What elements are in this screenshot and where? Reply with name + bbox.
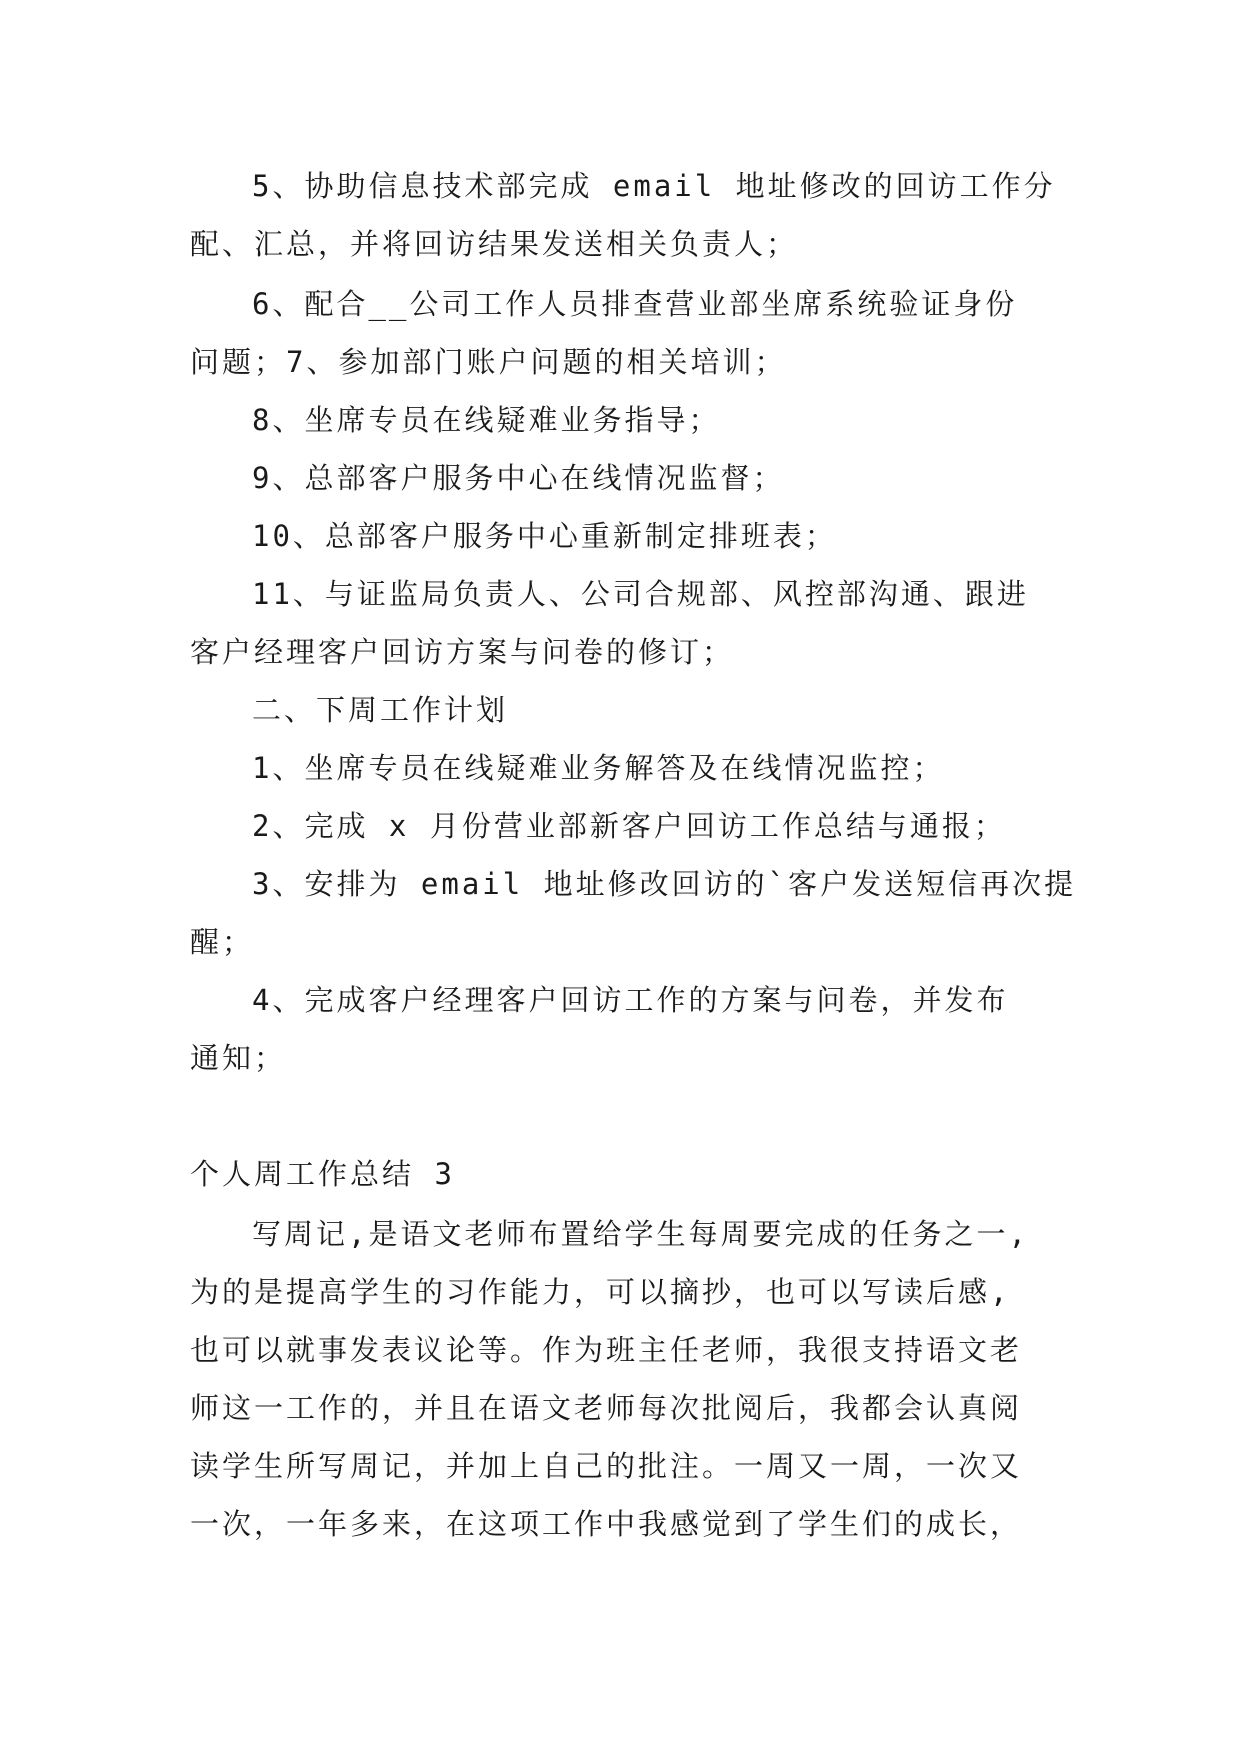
paragraph-line: 9、总部客户服务中心在线情况监督；: [252, 461, 785, 495]
paragraph-line: 写周记,是语文老师布置给学生每周要完成的任务之一,: [252, 1217, 1029, 1251]
paragraph-line: 3、安排为 email 地址修改回访的`客户发送短信再次提: [252, 867, 1077, 901]
paragraph-line: 通知；: [190, 1041, 287, 1075]
section-heading: 二、下周工作计划: [252, 693, 509, 727]
paragraph-line: 4、完成客户经理客户回访工作的方案与问卷，并发布: [252, 983, 1009, 1017]
paragraph-line: 5、协助信息技术部完成 email 地址修改的回访工作分: [252, 169, 1056, 203]
paragraph-line: 10、总部客户服务中心重新制定排班表；: [252, 519, 837, 553]
paragraph-line: 读学生所写周记，并加上自己的批注。一周又一周，一次又: [190, 1449, 1023, 1483]
paragraph-line: 也可以就事发表议论等。作为班主任老师，我很支持语文老: [190, 1333, 1023, 1367]
paragraph-line: 客户经理客户回访方案与问卷的修订；: [190, 635, 735, 669]
paragraph-line: 问题；7、参加部门账户问题的相关培训；: [190, 345, 787, 379]
paragraph-line: 为的是提高学生的习作能力，可以摘抄，也可以写读后感,: [190, 1275, 1011, 1309]
paragraph-line: 6、配合__公司工作人员排查营业部坐席系统验证身份: [252, 287, 1018, 321]
paragraph-line: 1、坐席专员在线疑难业务解答及在线情况监控；: [252, 751, 945, 785]
paragraph-line: 配、汇总，并将回访结果发送相关负责人；: [190, 227, 799, 261]
paragraph-line: 一次，一年多来，在这项工作中我感觉到了学生们的成长，: [190, 1507, 1023, 1541]
paragraph-line: 醒；: [190, 925, 255, 959]
document-title: 个人周工作总结 3: [190, 1157, 455, 1191]
paragraph-line: 2、完成 x 月份营业部新客户回访工作总结与通报；: [252, 809, 1006, 843]
paragraph-line: 8、坐席专员在线疑难业务指导；: [252, 403, 721, 437]
paragraph-line: 师这一工作的，并且在语文老师每次批阅后，我都会认真阅: [190, 1391, 1023, 1425]
paragraph-line: 11、与证监局负责人、公司合规部、风控部沟通、跟进: [252, 577, 1029, 611]
